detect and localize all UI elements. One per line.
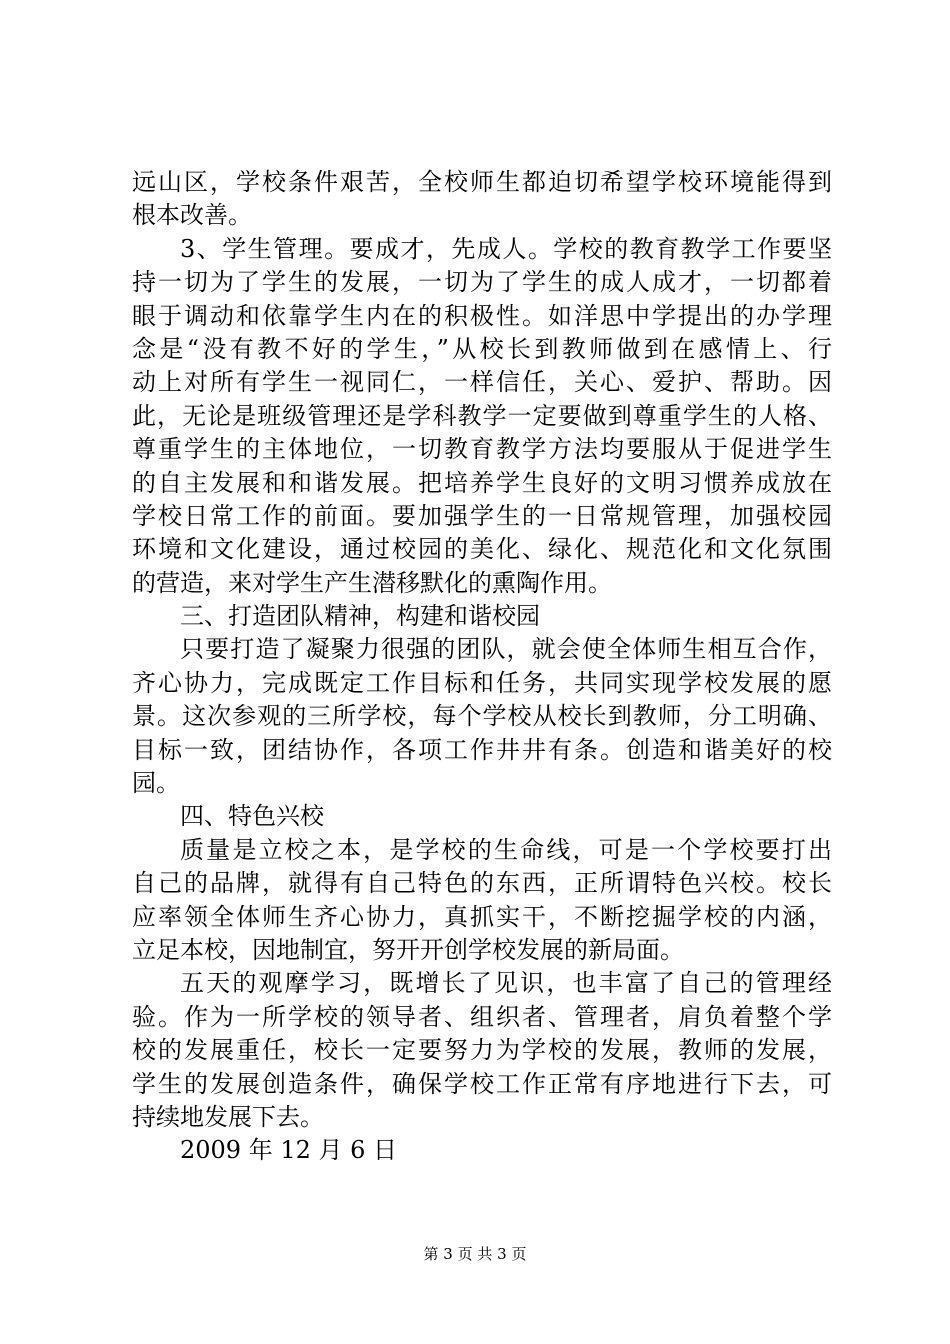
text-line: 持一切为了学生的发展，一切为了学生的成人成才，一切都着 xyxy=(132,268,832,297)
text-line: 立足本校，因地制宜，努开开创学校发展的新局面。 xyxy=(132,935,684,964)
text-line: 根本改善。 xyxy=(132,201,252,230)
text-line: 三、打造团队精神，构建和谐校园 xyxy=(180,602,540,631)
text-line: 自己的品牌，就得有自己特色的东西，正所谓特色兴校。校长 xyxy=(132,869,832,898)
text-line: 学生的发展创造条件，确保学校工作正常有序地进行下去，可 xyxy=(132,1069,832,1098)
text-line: 五天的观摩学习，既增长了见识，也丰富了自己的管理经 xyxy=(180,969,832,998)
text-line: 应率领全体师生齐心协力，真抓实干，不断挖掘学校的内涵， xyxy=(132,902,832,931)
text-line: 持续地发展下去。 xyxy=(132,1102,324,1131)
text-line: 尊重学生的主体地位，一切教育教学方法均要服从于促进学生 xyxy=(132,435,832,464)
text-line: 验。作为一所学校的领导者、组织者、管理者，肩负着整个学 xyxy=(132,1002,832,1031)
text-line: 环境和文化建设，通过校园的美化、绿化、规范化和文化氛围 xyxy=(132,535,832,564)
text-line: 学校日常工作的前面。要加强学生的一日常规管理，加强校园 xyxy=(132,501,832,530)
text-line: 念是“没有教不好的学生，”从校长到教师做到在感情上、行 xyxy=(132,334,832,363)
text-line: 只要打造了凝聚力很强的团队，就会使全体师生相互合作， xyxy=(180,635,832,664)
text-line: 此，无论是班级管理还是学科教学一定要做到尊重学生的人格、 xyxy=(132,401,832,430)
text-line: 3、学生管理。要成才，先成人。学校的教育教学工作要坚 xyxy=(180,234,832,263)
text-line: 齐心协力，完成既定工作目标和任务，共同实现学校发展的愿 xyxy=(132,668,832,697)
text-line: 园。 xyxy=(132,769,180,798)
text-line: 的自主发展和和谐发展。把培养学生良好的文明习惯养成放在 xyxy=(132,468,832,497)
text-line: 景。这次参观的三所学校，每个学校从校长到教师，分工明确、 xyxy=(132,702,832,731)
text-line: 四、特色兴校 xyxy=(180,802,324,831)
text-line: 2009 年 12 月 6 日 xyxy=(180,1136,398,1165)
text-line: 目标一致，团结协作，各项工作井井有条。创造和谐美好的校 xyxy=(132,735,832,764)
page-footer: 第 3 页 共 3 页 xyxy=(423,1245,527,1263)
text-line: 动上对所有学生一视同仁，一样信任，关心、爱护、帮助。因 xyxy=(132,368,832,397)
text-line: 校的发展重任，校长一定要努力为学校的发展，教师的发展， xyxy=(132,1036,832,1065)
text-line: 远山区，学校条件艰苦，全校师生都迫切希望学校环境能得到 xyxy=(132,168,832,196)
document-body xyxy=(132,166,832,1168)
text-line: 的营造，来对学生产生潜移默化的熏陶作用。 xyxy=(132,568,612,597)
text-line: 眼于调动和依靠学生内在的积极性。如洋思中学提出的办学理 xyxy=(132,301,832,330)
text-line: 质量是立校之本，是学校的生命线，可是一个学校要打出 xyxy=(180,835,832,864)
